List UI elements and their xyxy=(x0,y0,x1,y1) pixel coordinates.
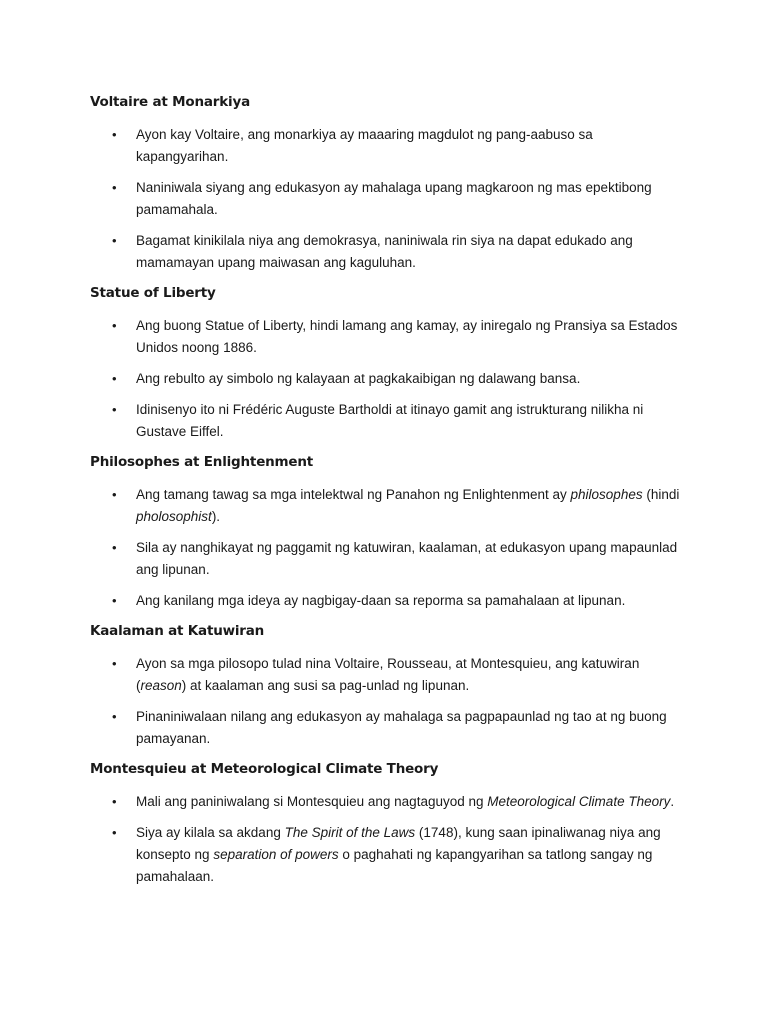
italic-text: pholosophist xyxy=(136,509,212,524)
bullet-icon: • xyxy=(112,825,117,840)
section-heading: Kaalaman at Katuwiran xyxy=(90,623,265,639)
section-heading: Voltaire at Monarkiya xyxy=(90,94,250,110)
bullet-list xyxy=(90,484,688,612)
item-text: (1748), kung saan ipinaliwanag niya ang konsepto ng xyxy=(136,825,661,862)
list-item xyxy=(90,537,688,581)
bullet-icon: • xyxy=(112,402,117,417)
italic-text: The Spirit of the Laws xyxy=(284,825,416,840)
item-text: (hindi xyxy=(642,487,680,502)
bullet-icon: • xyxy=(112,127,117,142)
list-item xyxy=(90,177,688,221)
item-text: Idinisenyo ito ni Frédéric Auguste Bartholdi at itinayo gamit ang istrukturang nilikha ni Gustave Eiffel. xyxy=(136,402,644,439)
item-text: Mali ang paniniwalang si Montesquieu ang nagtaguyod ng xyxy=(136,794,488,809)
section-heading: Philosophes at Enlightenment xyxy=(90,454,314,470)
bullet-icon: • xyxy=(112,794,117,809)
item-text: ). xyxy=(211,509,221,524)
list-item xyxy=(90,791,688,813)
item-text: Ayon kay Voltaire, ang monarkiya ay maaaring magdulot ng pang-aabuso sa kapangyarihan. xyxy=(136,127,593,164)
item-text: Ang buong Statue of Liberty, hindi lamang ang kamay, ay iniregalo ng Pransiya sa Estados Unidos noong 1886. xyxy=(136,318,678,355)
bullet-icon: • xyxy=(112,371,117,386)
list-item xyxy=(90,368,688,390)
bullet-list xyxy=(90,124,688,274)
item-text: Ang kanilang mga ideya ay nagbigay-daan sa reporma sa pamahalaan at lipunan. xyxy=(136,593,626,608)
item-text: Siya ay kilala sa akdang xyxy=(136,825,285,840)
section xyxy=(90,452,688,612)
section xyxy=(90,759,688,888)
item-text: . xyxy=(670,794,675,809)
bullet-icon: • xyxy=(112,593,117,608)
list-item xyxy=(90,706,688,750)
item-text: o paghahati ng kapangyarihan sa tatlong sangay ng pamahalaan. xyxy=(136,847,653,884)
item-text: Sila ay nanghikayat ng paggamit ng katuwiran, kaalaman, at edukasyon upang mapaunlad ang lipunan. xyxy=(136,540,678,577)
bullet-icon: • xyxy=(112,709,117,724)
bullet-icon: • xyxy=(112,487,117,502)
section xyxy=(90,621,688,750)
bullet-list xyxy=(90,791,688,888)
italic-text: Meteorological Climate Theory xyxy=(487,794,671,809)
italic-text: separation of powers xyxy=(213,847,339,862)
section-heading: Statue of Liberty xyxy=(90,285,216,301)
list-item xyxy=(90,590,688,612)
list-item xyxy=(90,230,688,274)
list-item xyxy=(90,484,688,528)
italic-text: philosophes xyxy=(570,487,643,502)
section-heading: Montesquieu at Meteorological Climate Theory xyxy=(90,761,439,777)
list-item xyxy=(90,124,688,168)
bullet-icon: • xyxy=(112,318,117,333)
bullet-icon: • xyxy=(112,180,117,195)
list-item xyxy=(90,399,688,443)
item-text: Pinaniniwalaan nilang ang edukasyon ay mahalaga sa pagpapaunlad ng tao at ng buong pamayanan. xyxy=(136,709,667,746)
item-text: Ang tamang tawag sa mga intelektwal ng Panahon ng Enlightenment ay xyxy=(136,487,571,502)
bullet-icon: • xyxy=(112,233,117,248)
list-item xyxy=(90,822,688,888)
section xyxy=(90,283,688,443)
item-text: Ayon sa mga pilosopo tulad nina Voltaire, Rousseau, at Montesquieu, ang katuwiran ( xyxy=(136,656,640,693)
list-item xyxy=(90,315,688,359)
section xyxy=(90,92,688,274)
item-text: ) at kaalaman ang susi sa pag-unlad ng lipunan. xyxy=(181,678,470,693)
item-text: Bagamat kinikilala niya ang demokrasya, naniniwala rin siya na dapat edukado ang mamamayan upang maiwasan ang kaguluhan. xyxy=(136,233,633,270)
bullet-icon: • xyxy=(112,540,117,555)
item-text: Ang rebulto ay simbolo ng kalayaan at pagkakaibigan ng dalawang bansa. xyxy=(136,371,581,386)
item-text: Naniniwala siyang ang edukasyon ay mahalaga upang magkaroon ng mas epektibong pamamahala. xyxy=(136,180,652,217)
list-item xyxy=(90,653,688,697)
bullet-list xyxy=(90,315,688,443)
bullet-icon: • xyxy=(112,656,117,671)
bullet-list xyxy=(90,653,688,750)
italic-text: reason xyxy=(140,678,182,693)
